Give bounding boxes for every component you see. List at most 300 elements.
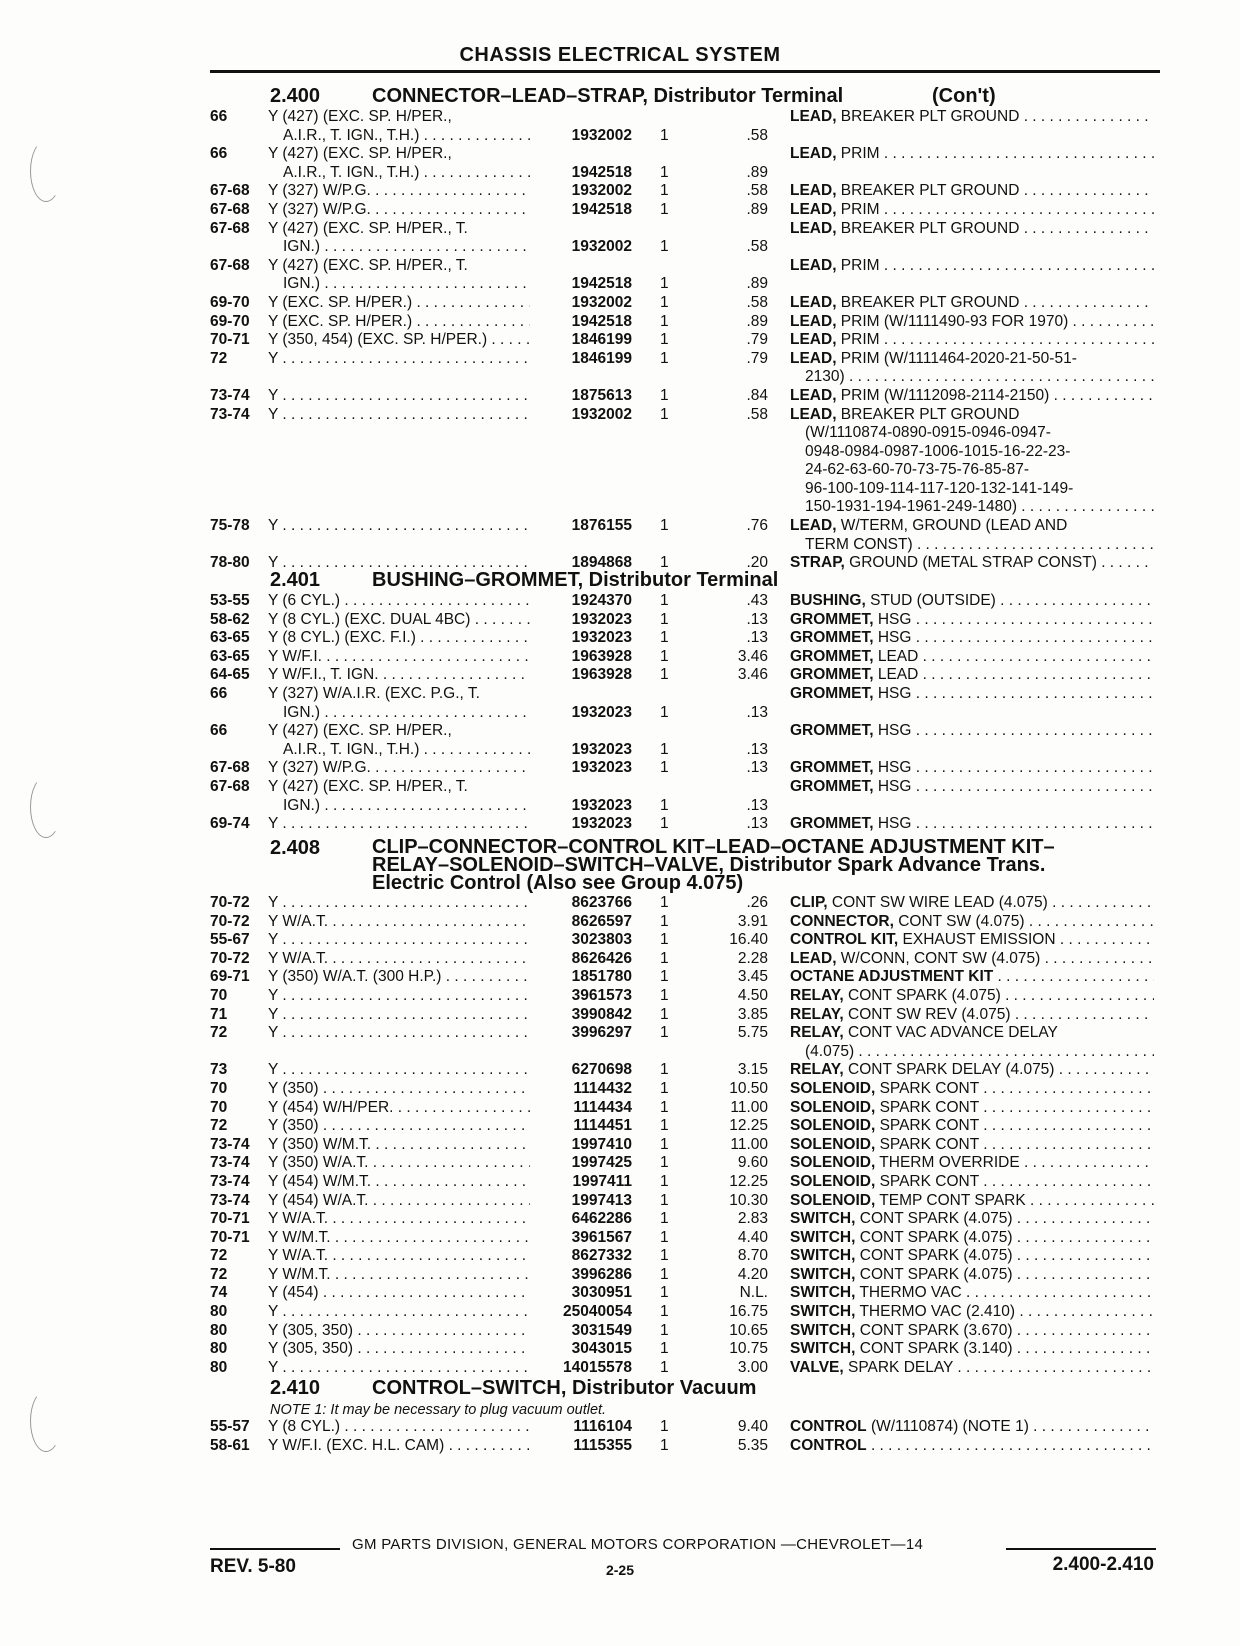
part-row <box>0 1303 1240 1322</box>
part-row-line <box>0 350 1240 369</box>
model-year: 55-57 <box>210 1418 250 1435</box>
continued-label: (Con't) <box>932 85 996 107</box>
part-description: LEAD, PRIM . . . <box>790 331 1154 350</box>
part-description: SOLENOID, SPARK CONT . . . <box>790 1117 1154 1136</box>
part-description: GROMMET, HSG . . . <box>790 611 1154 630</box>
model-year: 70-72 <box>210 949 250 967</box>
part-description <box>790 968 1154 987</box>
price: 8.70 <box>737 1247 768 1265</box>
part-row-line <box>0 629 1240 648</box>
price: .79 <box>746 349 768 367</box>
application: Y (454) . . . <box>268 1284 530 1303</box>
application: Y (8 CYL.) . . . <box>268 1418 530 1437</box>
part-name: LEAD, <box>790 219 837 237</box>
quantity: 1 <box>660 1265 669 1283</box>
part-name: LEAD, <box>790 331 837 349</box>
part-name: GROMMET, <box>790 777 874 795</box>
application: Y (350) W/M.T. . . . <box>268 1136 530 1155</box>
parts-table <box>0 108 1240 573</box>
price: .58 <box>746 405 768 423</box>
part-description: LEAD, BREAKER PLT GROUND . . . <box>790 294 1154 313</box>
part-description: SWITCH, THERMO VAC (2.410) . . . <box>790 1303 1154 1322</box>
model-year: 69-74 <box>210 815 250 833</box>
part-row-line <box>0 238 1240 257</box>
part-description: SOLENOID, TEMP CONT SPARK . . . <box>790 1192 1154 1211</box>
part-name: CONTROL <box>790 1418 867 1435</box>
part-number: 25040054 <box>563 1303 632 1321</box>
part-row <box>0 1099 1240 1118</box>
application: A.I.R., T. IGN., T.H.) . . . <box>283 127 530 146</box>
price: 4.40 <box>737 1228 768 1246</box>
quantity: 1 <box>660 1117 669 1135</box>
part-description: CONNECTOR, CONT SW (4.075) . . . <box>790 913 1154 932</box>
part-row-line <box>0 517 1240 536</box>
part-description: LEAD, PRIM . . . <box>790 257 1154 276</box>
part-description: SWITCH, THERMO VAC . . . <box>790 1284 1154 1303</box>
part-row-line <box>0 108 1240 127</box>
part-name: SWITCH, <box>790 1284 856 1302</box>
model-year: 70 <box>210 1098 228 1116</box>
part-name: SWITCH, <box>790 1303 856 1321</box>
part-name: LEAD, <box>790 108 837 125</box>
part-row-line <box>0 406 1240 425</box>
part-number: 1846199 <box>571 331 632 349</box>
part-description: SWITCH, CONT SPARK (4.075) . . . <box>790 1247 1154 1266</box>
part-row <box>0 294 1240 313</box>
part-number: 1114451 <box>573 1117 632 1135</box>
price: 3.46 <box>737 666 768 684</box>
application: Y (427) (EXC. SP. H/PER., <box>268 145 452 163</box>
model-year: 67-68 <box>210 200 250 218</box>
footer-revision: REV. 5-80 <box>210 1556 296 1577</box>
part-description: SOLENOID, SPARK CONT . . . <box>790 1136 1154 1155</box>
application: Y . . . <box>268 1359 530 1378</box>
footer-rule-left <box>210 1548 340 1550</box>
part-row-line <box>0 931 1240 950</box>
model-year: 58-62 <box>210 610 250 628</box>
part-description: RELAY, CONT SW REV (4.075) . . . <box>790 1006 1154 1025</box>
part-description: CLIP, CONT SW WIRE LEAD (4.075) . . . <box>790 894 1154 913</box>
quantity: 1 <box>660 986 669 1004</box>
part-number: 1924370 <box>571 592 632 609</box>
part-row-line <box>0 1043 1240 1062</box>
application: IGN.) . . . <box>283 704 530 723</box>
price: .13 <box>746 740 768 758</box>
section-title-line: BUSHING–GROMMET, Distributor Terminal <box>372 569 779 591</box>
part-row <box>0 611 1240 630</box>
part-row <box>0 387 1240 406</box>
quantity: 1 <box>660 1247 669 1265</box>
part-row <box>0 1359 1240 1378</box>
part-row <box>0 1080 1240 1099</box>
part-row-line <box>0 145 1240 164</box>
application: Y (427) (EXC. SP. H/PER., T. <box>268 219 468 237</box>
part-number: 8623766 <box>571 894 632 911</box>
price: .58 <box>746 182 768 200</box>
price: N.L. <box>739 1284 768 1302</box>
part-row-line <box>0 722 1240 741</box>
section-title-line: CLIP–CONNECTOR–CONTROL KIT–LEAD–OCTANE ADJUSTMENT KIT– <box>372 836 1055 858</box>
part-description: SWITCH, CONT SPARK (3.140) . . . <box>790 1340 1154 1359</box>
header-rule <box>210 70 1160 73</box>
quantity: 1 <box>660 1079 669 1097</box>
part-number: 1963928 <box>571 647 632 665</box>
part-name: LEAD, <box>790 293 837 311</box>
model-year: 67-68 <box>210 256 250 274</box>
part-row-line <box>0 1061 1240 1080</box>
part-row <box>0 1210 1240 1229</box>
quantity: 1 <box>660 126 669 144</box>
part-name: SWITCH, <box>790 1340 856 1358</box>
part-description: LEAD, BREAKER PLT GROUND . . . <box>790 108 1154 127</box>
part-description: LEAD, PRIM . . . <box>790 145 1154 164</box>
part-name: LEAD, <box>790 312 837 330</box>
price: .13 <box>746 610 768 628</box>
model-year: 63-65 <box>210 647 250 665</box>
application: Y (454) W/H/PER. . . . <box>268 1099 530 1118</box>
application: IGN.) . . . <box>283 797 530 816</box>
quantity: 1 <box>660 666 669 684</box>
part-name: SOLENOID, <box>790 1191 876 1209</box>
part-row <box>0 1136 1240 1155</box>
price: .89 <box>746 200 768 218</box>
quantity: 1 <box>660 759 669 777</box>
part-row <box>0 913 1240 932</box>
part-row-line <box>0 164 1240 183</box>
quantity: 1 <box>660 1135 669 1153</box>
model-year: 71 <box>210 1005 228 1023</box>
part-number: 1894868 <box>571 554 632 572</box>
quantity: 1 <box>660 238 669 256</box>
part-number: 1932023 <box>571 759 632 777</box>
part-description: LEAD, BREAKER PLT GROUND . . . <box>790 220 1154 239</box>
part-number: 1932002 <box>571 293 632 311</box>
part-name: SOLENOID, <box>790 1098 876 1116</box>
part-row-line <box>0 443 1240 462</box>
part-row-line <box>0 1247 1240 1266</box>
quantity: 1 <box>660 1024 669 1042</box>
part-number: 3030951 <box>571 1284 632 1302</box>
part-row-line <box>0 127 1240 146</box>
part-row <box>0 987 1240 1006</box>
quantity: 1 <box>660 1154 669 1172</box>
part-name: SOLENOID, <box>790 1135 876 1153</box>
part-row-line <box>0 1024 1240 1043</box>
part-name: RELAY, <box>790 1061 844 1079</box>
quantity: 1 <box>660 1228 669 1246</box>
quantity: 1 <box>660 1284 669 1302</box>
model-year: 69-70 <box>210 312 250 330</box>
part-name: GROMMET, <box>790 684 874 702</box>
part-row-line <box>0 685 1240 704</box>
application: Y . . . <box>268 1061 530 1080</box>
part-row <box>0 257 1240 294</box>
application: Y (8 CYL.) (EXC. DUAL 4BC) . . . <box>268 611 530 630</box>
part-row-line <box>0 648 1240 667</box>
model-year: 73-74 <box>210 1172 250 1190</box>
part-row-line <box>0 611 1240 630</box>
application: A.I.R., T. IGN., T.H.) . . . <box>283 741 530 760</box>
part-number: 3990842 <box>571 1005 632 1023</box>
section-title <box>372 570 1172 590</box>
quantity: 1 <box>660 629 669 647</box>
part-description: GROMMET, HSG . . . <box>790 815 1154 834</box>
part-number: 6462286 <box>571 1210 632 1228</box>
application: Y (427) (EXC. SP. H/PER., T. <box>268 256 468 274</box>
part-description: RELAY, CONT VAC ADVANCE DELAY <box>790 1024 1058 1042</box>
part-row-line <box>0 666 1240 685</box>
part-description: RELAY, CONT SPARK DELAY (4.075) . . . <box>790 1061 1154 1080</box>
quantity: 1 <box>660 386 669 404</box>
part-row-line <box>0 759 1240 778</box>
part-number: 1942518 <box>571 163 632 181</box>
model-year: 66 <box>210 684 228 702</box>
part-number: 1963928 <box>571 666 632 684</box>
part-description: LEAD, BREAKER PLT GROUND . . . <box>790 182 1154 201</box>
part-row-line <box>0 1136 1240 1155</box>
part-row <box>0 220 1240 257</box>
section-heading <box>0 838 1240 892</box>
part-row <box>0 778 1240 815</box>
price: 10.75 <box>729 1340 768 1358</box>
part-row <box>0 1266 1240 1285</box>
part-name: SOLENOID, <box>790 1079 876 1097</box>
part-description: SWITCH, CONT SPARK (3.670) . . . <box>790 1322 1154 1341</box>
model-year: 66 <box>210 145 228 163</box>
price: 9.60 <box>737 1154 768 1172</box>
application: Y . . . <box>268 406 530 425</box>
part-row-line <box>0 913 1240 932</box>
part-name: LEAD, <box>790 349 837 367</box>
part-name: GROMMET, <box>790 759 874 777</box>
part-row-line <box>0 1117 1240 1136</box>
model-year: 78-80 <box>210 554 250 572</box>
price: 3.85 <box>737 1005 768 1023</box>
section-heading <box>0 1378 1240 1398</box>
part-row-line <box>0 987 1240 1006</box>
application: Y (350) . . . <box>268 1117 530 1136</box>
part-number: 1932023 <box>571 796 632 814</box>
part-number: 1932002 <box>571 405 632 423</box>
part-row-line <box>0 1099 1240 1118</box>
model-year: 55-67 <box>210 931 250 949</box>
section-number: 2.410 <box>270 1377 321 1399</box>
section-note: NOTE 1: It may be necessary to plug vacuum outlet. <box>270 1402 607 1418</box>
application: Y (350) W/A.T. . . . <box>268 1154 530 1173</box>
part-number: 1846199 <box>571 349 632 367</box>
application: Y . . . <box>268 815 530 834</box>
price: 10.65 <box>729 1321 768 1339</box>
application: Y W/M.T. . . . <box>268 1266 530 1285</box>
quantity: 1 <box>660 796 669 814</box>
application: Y (305, 350) . . . <box>268 1340 530 1359</box>
part-number: 8627332 <box>571 1247 632 1265</box>
section-number: 2.400 <box>270 85 321 107</box>
price: 2.28 <box>737 949 768 967</box>
part-row <box>0 331 1240 350</box>
part-description: GROMMET, LEAD . . . <box>790 666 1154 685</box>
part-row-line <box>0 461 1240 480</box>
part-row-line <box>0 498 1240 517</box>
price: 11.00 <box>730 1135 768 1153</box>
part-row-line <box>0 257 1240 276</box>
part-number: 1932023 <box>571 815 632 833</box>
application: Y (427) (EXC. SP. H/PER., <box>268 722 452 740</box>
footer-group-range: 2.400-2.410 <box>1052 1554 1154 1575</box>
part-row <box>0 1117 1240 1136</box>
price: .13 <box>746 703 768 721</box>
part-row-line <box>0 1340 1240 1359</box>
part-row <box>0 201 1240 220</box>
quantity: 1 <box>660 1172 669 1190</box>
part-row-line <box>0 1210 1240 1229</box>
application: Y (350, 454) (EXC. SP. H/PER.) . . . <box>268 331 530 350</box>
part-name: GROMMET, <box>790 666 874 684</box>
price: 3.91 <box>737 912 768 930</box>
price: .84 <box>746 386 768 404</box>
part-row-line <box>0 1418 1240 1437</box>
model-year: 80 <box>210 1303 228 1321</box>
part-row <box>0 722 1240 759</box>
application: Y (427) (EXC. SP. H/PER., <box>268 108 452 125</box>
part-description: LEAD, BREAKER PLT GROUND <box>790 405 1020 423</box>
part-description-continued: (W/1110874-0890-0915-0946-0947- <box>805 424 1051 442</box>
section-heading <box>0 86 1240 106</box>
application: IGN.) . . . <box>283 238 530 257</box>
part-row-line <box>0 741 1240 760</box>
model-year: 74 <box>210 1284 228 1302</box>
part-description: LEAD, W/CONN, CONT SW (4.075) . . . <box>790 950 1154 969</box>
price: 2.83 <box>737 1210 768 1228</box>
part-row-line <box>0 1437 1240 1456</box>
part-row <box>0 592 1240 611</box>
application: Y W/M.T. . . . <box>268 1229 530 1248</box>
part-name: CLIP, <box>790 894 828 911</box>
quantity: 1 <box>660 1098 669 1116</box>
part-row <box>0 1437 1240 1456</box>
part-number: 1114432 <box>573 1079 632 1097</box>
parts-section <box>0 85 1240 572</box>
quantity: 1 <box>660 592 669 609</box>
application: IGN.) . . . <box>283 275 530 294</box>
price: .58 <box>746 238 768 256</box>
price: .89 <box>746 312 768 330</box>
application: Y (327) W/P.G. . . . <box>268 759 530 778</box>
part-row <box>0 1284 1240 1303</box>
part-name: GROMMET, <box>790 610 874 628</box>
application: Y (EXC. SP. H/PER.) . . . <box>268 294 530 313</box>
part-number: 1942518 <box>571 312 632 330</box>
part-row-line <box>0 1284 1240 1303</box>
application: Y W/A.T. . . . <box>268 1247 530 1266</box>
price: .58 <box>746 293 768 311</box>
part-row <box>0 1192 1240 1211</box>
section-title-line: CONTROL–SWITCH, Distributor Vacuum <box>372 1377 757 1399</box>
quantity: 1 <box>660 405 669 423</box>
part-description-continued: TERM CONST) . . . <box>805 536 1154 555</box>
quantity: 1 <box>660 312 669 330</box>
part-row <box>0 1154 1240 1173</box>
part-name: GROMMET, <box>790 815 874 833</box>
quantity: 1 <box>660 1340 669 1358</box>
part-number: 3043015 <box>571 1340 632 1358</box>
part-row-line <box>0 275 1240 294</box>
quantity: 1 <box>660 1061 669 1079</box>
part-name: LEAD, <box>790 386 837 404</box>
application: Y . . . <box>268 387 530 406</box>
parts-table <box>0 592 1240 834</box>
model-year: 67-68 <box>210 759 250 777</box>
application: Y W/F.I. (EXC. H.L. CAM) . . . <box>268 1437 530 1456</box>
part-row-line <box>0 704 1240 723</box>
part-name: SOLENOID, <box>790 1172 876 1190</box>
model-year: 66 <box>210 108 228 125</box>
part-row <box>0 1418 1240 1437</box>
part-row <box>0 648 1240 667</box>
model-year: 73 <box>210 1061 228 1079</box>
application: Y (8 CYL.) (EXC. F.I.) . . . <box>268 629 530 648</box>
part-description: GROMMET, HSG . . . <box>790 629 1154 648</box>
part-row-line <box>0 331 1240 350</box>
application: Y W/F.I. . . . <box>268 648 530 667</box>
part-description: BUSHING, STUD (OUTSIDE) . . . <box>790 592 1154 611</box>
price: 9.40 <box>737 1418 768 1435</box>
part-description: LEAD, PRIM . . . <box>790 201 1154 220</box>
part-name: LEAD, <box>790 517 837 535</box>
quantity: 1 <box>660 815 669 833</box>
price: .89 <box>746 163 768 181</box>
part-row-line <box>0 480 1240 499</box>
section-heading <box>0 570 1240 590</box>
part-name: OCTANE ADJUSTMENT KIT <box>790 968 994 986</box>
price: 3.45 <box>737 968 768 986</box>
part-row <box>0 685 1240 722</box>
model-year: 67-68 <box>210 777 250 795</box>
part-description-continued: 24-62-63-60-70-73-75-76-85-87- <box>805 461 1030 479</box>
part-row <box>0 1247 1240 1266</box>
section-number: 2.408 <box>270 837 321 859</box>
price: 12.25 <box>729 1172 768 1190</box>
quantity: 1 <box>660 554 669 572</box>
part-number: 1875613 <box>571 386 632 404</box>
part-row <box>0 517 1240 554</box>
part-number: 1116104 <box>573 1418 632 1435</box>
part-row <box>0 815 1240 834</box>
price: .58 <box>746 126 768 144</box>
part-name: VALVE, <box>790 1358 844 1376</box>
section-title <box>372 86 1172 106</box>
part-row-line <box>0 201 1240 220</box>
part-row-line <box>0 1229 1240 1248</box>
application: Y . . . <box>268 1303 530 1322</box>
section-number: 2.401 <box>270 569 321 591</box>
part-name: LEAD, <box>790 200 837 218</box>
part-name: RELAY, <box>790 986 844 1004</box>
model-year: 73-74 <box>210 1191 250 1209</box>
part-description: GROMMET, HSG . . . <box>790 778 1154 797</box>
model-year: 58-61 <box>210 1436 250 1454</box>
part-row <box>0 145 1240 182</box>
model-year: 72 <box>210 1024 228 1042</box>
part-row-line <box>0 294 1240 313</box>
model-year: 67-68 <box>210 182 250 200</box>
part-description: SWITCH, CONT SPARK (4.075) . . . <box>790 1229 1154 1248</box>
part-number: 3996286 <box>571 1265 632 1283</box>
application: Y W/A.T. . . . <box>268 913 530 932</box>
part-row-line <box>0 1322 1240 1341</box>
price: 16.40 <box>729 931 768 949</box>
part-name: SWITCH, <box>790 1210 856 1228</box>
